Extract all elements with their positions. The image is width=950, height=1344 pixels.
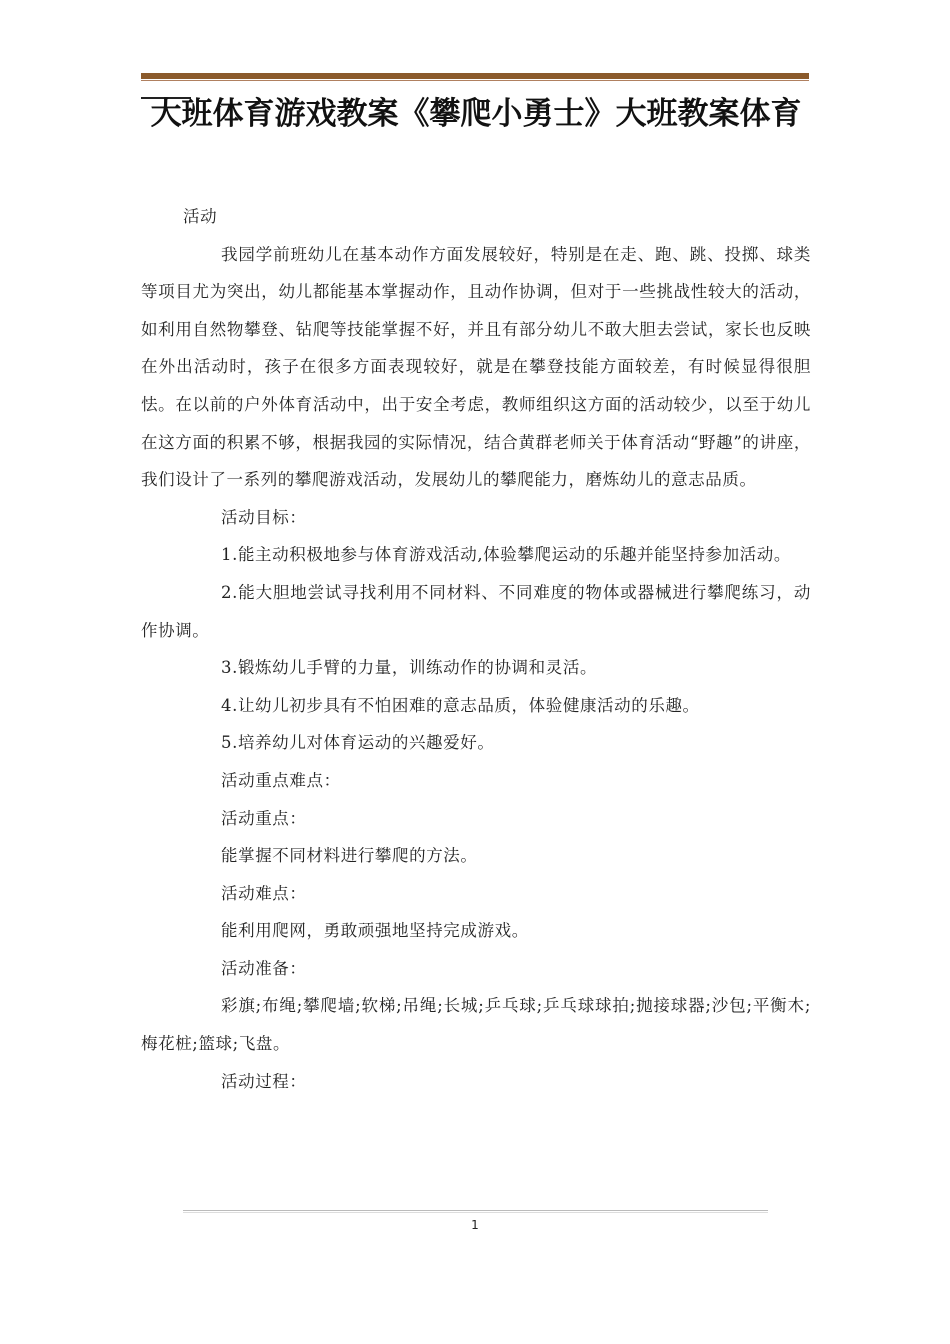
- page-number: 1: [471, 1218, 479, 1232]
- paragraph: 能利用爬网，勇敢顽强地坚持完成游戏。: [221, 921, 529, 941]
- paragraph: 3.锻炼幼儿手臂的力量，训练动作的协调和灵活。: [221, 658, 598, 678]
- header-thin-rule: [141, 80, 809, 81]
- paragraph: 活动重点：: [221, 808, 307, 828]
- paragraph: 活动: [183, 207, 218, 226]
- header-decorative-bar: [141, 73, 809, 79]
- footer-rule-secondary: [183, 1212, 768, 1213]
- paragraph: 1.能主动积极地参与体育游戏活动,体验攀爬运动的乐趣并能坚持参加活动。: [221, 545, 791, 565]
- paragraph: 活动过程：: [221, 1071, 307, 1091]
- paragraph: 活动目标：: [221, 507, 307, 527]
- paragraph: 能掌握不同材料进行攀爬的方法。: [221, 846, 478, 866]
- document-title: 大班体育游戏教案《攀爬小勇士》大班教案体育: [150, 96, 802, 132]
- paragraph: 5.培养幼儿对体育运动的兴趣爱好。: [221, 733, 495, 753]
- paragraph: 彩旗;布绳;攀爬墙;软梯;吊绳;长城;乒乓球;乒乓球球拍;抛接球器;沙包;平衡木;梅花桩;篮球;飞盘。: [141, 996, 811, 1054]
- paragraph: 4.让幼儿初步具有不怕困难的意志品质，体验健康活动的乐趣。: [221, 695, 700, 715]
- paragraph: 2.能大胆地尝试寻找利用不同材料、不同难度的物体或器械进行攀爬练习，动作协调。: [141, 582, 811, 640]
- paragraph: 活动准备：: [221, 958, 307, 978]
- footer-rule: [183, 1210, 768, 1211]
- paragraph: 活动重点难点：: [221, 770, 341, 790]
- paragraph: 活动难点：: [221, 883, 307, 903]
- document-body: [141, 198, 811, 1100]
- paragraph: 我园学前班幼儿在基本动作方面发展较好，特别是在走、跑、跳、投掷、球类等项目尤为突出，幼儿都能基本掌握动作，且动作协调，但对于一些挑战性较大的活动，如利用自然物攀登、钻爬等技能掌握不好，并且有部分幼儿不敢大胆去尝试，家长也反映在外出活动时，孩子在很多方面表现较好，就是在攀登技能方面较差，有时候显得很胆怯。在以前的户外体育活动中，出于安全考虑，教师组织这方面的活动较少，以至于幼儿在这方面的积累不够，根据我园的实际情况，结合黄群老师关于体育活动“野趣”的讲座，我们设计了一系列的攀爬游戏活动，发展幼儿的攀爬能力，磨炼幼儿的意志品质。: [141, 244, 811, 490]
